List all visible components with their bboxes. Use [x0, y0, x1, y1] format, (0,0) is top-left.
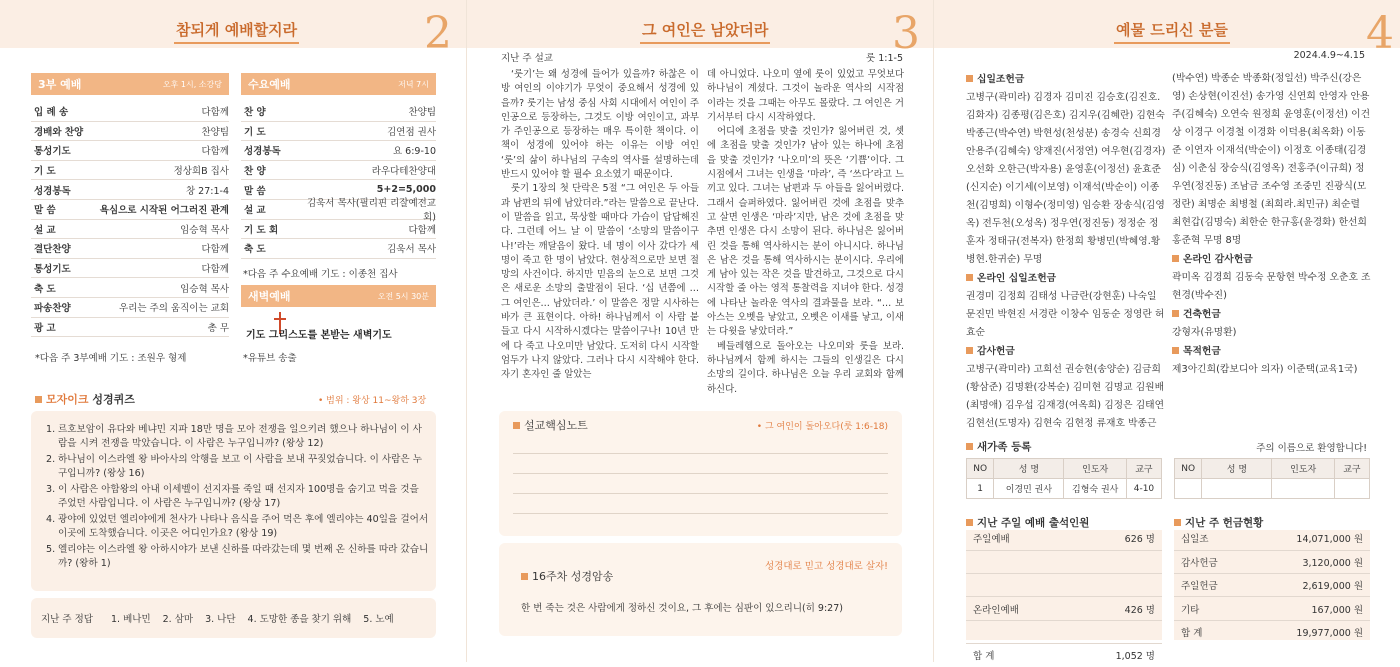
summary-value — [1070, 620, 1162, 643]
offering-list-left — [966, 70, 1166, 433]
order-value: 총 무 — [207, 322, 229, 334]
order-label: 성경봉독 — [244, 146, 281, 158]
order-row — [31, 239, 229, 259]
order-label: 찬 양 — [244, 166, 266, 178]
order-row — [31, 122, 229, 142]
verse-title — [521, 568, 613, 584]
wed-title: 수요예배 — [248, 78, 291, 91]
summary-row — [966, 597, 1162, 620]
order-value: 요 6:9-10 — [392, 146, 436, 158]
answer-item: 2. 삼마 — [162, 614, 194, 625]
square-icon — [1172, 347, 1179, 354]
summary-value: 426 명 — [1070, 597, 1162, 620]
page-4 — [933, 0, 1400, 662]
sermon-paragraph: 어디에 초점을 맞출 것인가? 잃어버린 것, 셋에 초점을 맞출 것인가? 남아 있는 하나에 초점을 맞출 것인가? ‘나오미’의 뜻은 ‘기쁨’이다. 그 시점에서 그녀는 인생을 ‘마라’, 즉 ‘쓰다’라고 느끼고 있다. 그녀는 남편과 두 아들을 잃어버렸다. 그래서 슬퍼하였다. 잃어버린 것에 초점을 맞추고 살면 인생은 ‘마라’지만, 남은 것에 초점을 맞추면 인생은 다시 소망이 된다. 하나님은 잃어버린 것을 통해 역사하시는 분이 아니시다. 하나님은 남은 것을 통해 역사하시는 분이시다. 우리에게 남아 있는 작은 것을 발견하고, 그것으로 다시 시작할 줄 아는 영적 통찰력을 지녀야 한다. 성경에 나타난 놀라운 역사의 결과물을 보라. “… 보아스는 오벳을 낳았고, 오벳은 이새를 낳고, 이새는 다윗을 낳았더라.” — [707, 126, 904, 338]
order-row — [31, 102, 229, 122]
order-row — [31, 141, 229, 161]
order-label: 성경봉독 — [34, 185, 71, 197]
order-value: 우리는 주의 움직이는 교회 — [118, 303, 229, 315]
order-value: 김연점 권사 — [387, 126, 436, 138]
order-row — [31, 278, 229, 298]
order-row — [31, 180, 229, 200]
summary-label — [966, 574, 1070, 597]
answer-item: 1. 베나민 — [111, 614, 151, 625]
quiz-number: 2. — [46, 454, 56, 465]
offering-category — [966, 71, 1166, 89]
order-value: 욕심으로 시작된 어그러진 관계 — [99, 205, 229, 217]
offering-category-text: 건축헌금 — [1183, 309, 1221, 320]
offering-category-text: 온라인 십일조헌금 — [977, 273, 1057, 284]
order-row — [31, 200, 229, 220]
order-label: 입 례 송 — [34, 107, 69, 119]
offering-names: 권경미 김정희 김태성 나금란(강현훈) 나숙일 문진민 박현진 서경란 이창수 임동순 정영란 허효순 — [966, 291, 1165, 338]
order-label: 설 교 — [34, 224, 56, 236]
quiz-text: 르호보암이 유다와 베냐민 지파 18만 명을 모아 전쟁을 일으키려 했으나 하나님이 이 사람을 시켜 전쟁을 막았습니다. 이 사람은 누구입니까? (왕상 12) — [58, 424, 422, 449]
answer-item: 4. 도망한 종을 찾기 위해 — [247, 614, 352, 625]
quiz-number: 5. — [46, 544, 56, 555]
summary-value: 626 명 — [1070, 527, 1162, 550]
square-icon — [966, 519, 973, 526]
sermon-label: 지난 주 설교 — [501, 53, 553, 64]
verse-title-text: 16주차 성경암송 — [532, 570, 614, 583]
summary-value: 167,000 원 — [1250, 597, 1370, 620]
quiz-item — [46, 453, 430, 481]
answers-label: 지난 주 정답 — [41, 614, 93, 625]
quiz-text: 이 사람은 아합왕의 아내 이세벨이 선지자를 죽일 때 선지자 100명을 숨기고 먹을 것을 주었던 사람입니다. 이 사람은 누구입니까? (왕상 17) — [58, 484, 419, 509]
order-value: 창 27:1-4 — [185, 185, 229, 197]
newfam-header-cell: 인도자 — [1064, 459, 1126, 479]
newfam-header-row — [967, 459, 1162, 479]
square-icon — [966, 75, 973, 82]
newfam-cell: 김형숙 권사 — [1064, 479, 1126, 499]
order-value: 5+2=5,000 — [376, 184, 436, 196]
order-value: 찬양팀 — [201, 126, 229, 138]
newfam-welcome: 주의 이름으로 환영합니다! — [1256, 443, 1367, 454]
order-row — [31, 259, 229, 279]
summary-row — [966, 643, 1162, 666]
newfam-heading — [966, 439, 1031, 454]
order-label: 결단찬양 — [34, 244, 71, 256]
quiz-item — [46, 483, 430, 511]
offering-names: 강형자(유명환) — [1172, 327, 1237, 338]
newfam-table-right — [1174, 458, 1370, 499]
order-value: 다함께 — [201, 107, 229, 119]
quiz-number: 3. — [46, 484, 56, 495]
page-number: 4 — [1366, 8, 1394, 59]
summary-value: 1,052 명 — [1115, 651, 1155, 663]
wed-time: 저녁 7시 — [398, 79, 429, 89]
summary-row — [1174, 527, 1370, 550]
answer-item: 3. 나단 — [205, 614, 236, 625]
summary-label: 주일헌금 — [1174, 574, 1250, 597]
note-line — [513, 473, 888, 474]
offering-category — [1172, 251, 1372, 269]
order-value: 다함께 — [408, 224, 436, 236]
quiz-number: 1. — [46, 424, 56, 435]
summary-row — [1174, 597, 1370, 620]
order-row — [241, 239, 436, 259]
quiz-list — [46, 423, 430, 573]
note-line — [513, 493, 888, 494]
service3-note: *다음 주 3부예배 기도 : 조원우 형제 — [35, 353, 187, 364]
square-icon — [966, 274, 973, 281]
page-title: 그 여인은 남았더라 — [640, 19, 770, 44]
notes-title — [513, 417, 588, 433]
quiz-brand: 모자이크 — [46, 393, 89, 406]
order-label: 파송찬양 — [34, 303, 71, 315]
order-row — [241, 141, 436, 161]
wed-note: *다음 주 수요예배 기도 : 이종천 집사 — [243, 269, 398, 280]
offering-category-text: 온라인 감사헌금 — [1183, 254, 1253, 265]
order-value: 다함께 — [201, 146, 229, 158]
page-2 — [0, 0, 466, 662]
newfam-header-cell: 성 명 — [1202, 459, 1272, 479]
order-value: 김욱서 목사(필리핀 리잘예전교회) — [306, 198, 436, 224]
newfam-row — [1175, 479, 1370, 499]
square-icon — [966, 443, 973, 450]
order-label: 기 도 — [34, 166, 56, 178]
offering-category — [1172, 343, 1372, 361]
order-row — [241, 161, 436, 181]
offering-category — [966, 270, 1166, 288]
order-label: 광 고 — [34, 322, 56, 334]
order-label: 축 도 — [34, 283, 56, 295]
offering-names: (박수연) 박종순 박종화(정일선) 박주신(강은영) 손상현(이진선) 송가영 신연희 안영자 안용주(김혜숙) 오연숙 원정희 윤영훈(이정선) 이건상 이경구 이경철 이경화 이덕용(최옥화) 이동준 이연자 이재석(박순이) 이정호 이종태(김경심) 이춘심 장승식(김영옥) 전홍주(이규희) 정우연(정진동) 조남금 조수영 조중민 진광식(모정란) 최명순 최병철 (최희라.최민규) 최순렬 최현갑(김명숙) 최한순 한규홍(윤경화) 한선희 홍준혁 무명 8명 — [1172, 73, 1371, 246]
newfam-row — [967, 479, 1162, 499]
dawn-header — [241, 285, 436, 307]
newfam-cell — [1272, 479, 1334, 499]
offering-category-text: 십일조헌금 — [977, 74, 1025, 85]
square-icon — [521, 573, 528, 580]
summary-value: 19,977,000 원 — [1296, 628, 1363, 640]
sermon-paragraph: 베들레헴으로 돌아오는 나오미와 룻을 보라. 하나님께서 함께 하시는 그들의 인생길은 다시 소망의 길이다. 하나님은 오늘 우리 교회와 함께 하신다. — [707, 340, 904, 395]
order-value: 임승혁 목사 — [180, 283, 229, 295]
square-icon — [966, 347, 973, 354]
notes-box — [499, 411, 902, 536]
quiz-text: 엘리야는 이스라엘 왕 아하시야가 보낸 신하를 따라갔는데 몇 번째 온 신하를 따라 갔습니까? (왕하 1) — [58, 544, 429, 569]
offering-category-text: 감사헌금 — [977, 346, 1015, 357]
order-label: 경배와 찬양 — [34, 126, 84, 138]
newfam-header-cell: 교구 — [1126, 459, 1161, 479]
quiz-item — [46, 513, 430, 541]
order-label: 말 씀 — [244, 185, 266, 197]
order-label: 설 교 — [244, 205, 266, 217]
quiz-number: 4. — [46, 514, 56, 525]
order-value: 찬양팀 — [408, 107, 436, 119]
summary-label: 기타 — [1174, 597, 1250, 620]
newfam-header-cell: 교구 — [1334, 459, 1369, 479]
summary-label: 감사헌금 — [1174, 550, 1250, 573]
order-label: 통성기도 — [34, 264, 71, 276]
answers-box — [31, 598, 436, 638]
wed-header — [241, 73, 436, 95]
offering-status-table — [1174, 527, 1370, 643]
page-title: 예물 드리신 분들 — [1114, 19, 1230, 44]
order-row — [241, 102, 436, 122]
order-label: 축 도 — [244, 244, 266, 256]
dawn-note: *유튜브 송출 — [243, 353, 297, 364]
order-value: 김욱서 목사 — [387, 244, 436, 256]
page-title: 참되게 예배할지라 — [174, 19, 299, 44]
summary-value — [1070, 574, 1162, 597]
offering-list-right — [1172, 70, 1372, 379]
page-3 — [466, 0, 933, 662]
quiz-heading — [35, 391, 135, 407]
newfam-title: 새가족 등록 — [977, 441, 1032, 453]
order-value: 임승혁 목사 — [180, 224, 229, 236]
notes-hint: • 그 여인이 돌아오다(룻 1:6-18) — [756, 422, 888, 432]
sermon-paragraph: ‘룻기’는 왜 성경에 들어가 있을까? 하찮은 이방 여인의 이야기가 무엇이 중요해서 성경에 있을까? 룻기는 남성 중심 사회 시대에서 여인이 주인공으로 등장하는, 그것도 이방 여인이고, 과부가 주인공으로 등장하는 매우 특이한 책이다. 이 책이 성경에 있어야 하는 이유는 이방 여인 ‘룻’의 삶이 하나님의 구속의 역사를 설명하는데 반드시 있어야 할 필수 요소였기 때문이다. — [501, 69, 699, 181]
order-row — [31, 318, 229, 338]
dawn-logo-text: 기도 그리스도를 본받는 새벽기도 — [246, 330, 392, 341]
sermon-ref: 룻 1:1-5 — [866, 53, 903, 64]
square-icon — [1172, 310, 1179, 317]
verse-hint: 성경대로 믿고 성경대로 살자! — [765, 561, 888, 572]
order-value: 다함께 — [201, 264, 229, 276]
quiz-range: • 범위 : 왕상 11~왕하 3장 — [318, 396, 427, 406]
order-label: 기 도 회 — [244, 224, 279, 236]
summary-label: 십일조 — [1174, 527, 1250, 550]
order-label: 기 도 — [244, 126, 266, 138]
verse-text: 한 번 죽는 것은 사람에게 정하신 것이요, 그 후에는 심판이 있으리니(히 9:27) — [521, 603, 843, 614]
page-number: 2 — [424, 8, 452, 59]
summary-row — [1174, 574, 1370, 597]
order-label: 찬 양 — [244, 107, 266, 119]
summary-row — [966, 550, 1162, 573]
square-icon — [1174, 519, 1181, 526]
offering-category-text: 목적헌금 — [1183, 346, 1221, 357]
quiz-text: 하나님이 이스라엘 왕 바아사의 악행을 보고 이 사람을 보내 꾸짖었습니다. 이 사람은 누구입니까? (왕상 16) — [58, 454, 423, 479]
newfam-cell: 이경민 권사 — [994, 479, 1064, 499]
dawn-title: 새벽예배 — [248, 290, 291, 303]
summary-label: 합 계 — [1181, 628, 1203, 640]
order-row — [31, 161, 229, 181]
summary-row — [966, 574, 1162, 597]
summary-row — [1174, 550, 1370, 573]
quiz-text: 광야에 있었던 엘리야에게 천사가 나타나 음식을 주어 먹은 후에 엘리야는 40일을 걸어서 이곳에 도착했습니다. 이곳은 어디인가요? (왕상 19) — [58, 514, 429, 539]
summary-value: 14,071,000 원 — [1250, 527, 1370, 550]
newfam-cell: 1 — [967, 479, 994, 499]
summary-label — [966, 550, 1070, 573]
square-icon — [1172, 255, 1179, 262]
dawn-logo — [246, 312, 436, 342]
order-value: 다함께 — [201, 244, 229, 256]
sermon-column-2 — [707, 68, 904, 397]
order-label: 통성기도 — [34, 146, 71, 158]
offering-status-title: 지난 주 헌금현황 — [1185, 517, 1264, 529]
newfam-header-row — [1175, 459, 1370, 479]
service3-header — [31, 73, 229, 95]
newfam-cell: 4-10 — [1126, 479, 1161, 499]
dawn-time: 오전 5시 30분 — [377, 291, 429, 301]
order-row — [241, 220, 436, 240]
notes-title-text: 설교핵심노트 — [524, 419, 588, 432]
quiz-title: 성경퀴즈 — [92, 393, 135, 406]
order-row — [31, 298, 229, 318]
newfam-cell — [1175, 479, 1202, 499]
sermon-paragraph: 룻기 1장의 첫 단락은 5절 “그 여인은 두 아들과 남편의 뒤에 남았더라.”라는 말씀으로 끝난다. 이 말씀을 읽고, 묵상할 때마다 가슴이 답답해진다. 그런데 어느 날 이 말씀이 ‘소망의 말씀이구나!’라는 깨달음이 왔다. 네 명이 이사 갔다가 세 명이 죽고 한 명이 남았다. 현상적으로만 보면 절망의 사건이다. 하지만 믿음의 눈으로 보면 그것은 새로운 소망의 출발점이 된다. ‘십 년쯤에 …그 여인은… 남았더라.’ 이 말씀은 정말 시사하는 바가 큰 표현이다. 아하! 하나님께서 이 사람 붙들고 다시 시작하시겠다는 말씀이구나! 10년 만에 다 죽고 나오미만 남았다. 도저히 다시 시작할 엄두가 나지 않았다. 그러나 다시 시작해야 한다. 자기 혼자인 줄 알았는 — [501, 183, 699, 381]
page-number: 3 — [892, 8, 920, 59]
order-value: 라우다테찬양대 — [371, 166, 436, 178]
newfam-cell — [1334, 479, 1369, 499]
attendance-table — [966, 527, 1162, 667]
square-icon — [513, 422, 520, 429]
summary-label: 온라인예배 — [966, 597, 1070, 620]
quiz-item — [46, 543, 430, 571]
offering-names: 고병구(곽미라) 김경자 김미진 김승호(김진호.김화자) 김종평(김은호) 김지우(김혜란) 김현숙 박종근(박수연) 박현성(천성분) 송경숙 신희경 안용주(김혜숙) 양재진(서정연) 여우현(김경자) 오선화 오한근(박자용) 윤영훈(이정선) 윤효준(신지순) 이기세(이보영) 이재석(박순이) 이종천(김명희) 이형수(정미영) 임승환 장송식(김영옥) 전두천(오성옥) 정우연(정진동) 정정순 정훈자 정태규(전복자) 한정희 황병민(박혜영.황병현.한귀순) 무명 — [966, 92, 1166, 265]
sermon-column-1 — [501, 68, 699, 383]
note-line — [513, 453, 888, 454]
quiz-item — [46, 423, 430, 451]
order-row — [241, 122, 436, 142]
service3-title: 3부 예배 — [38, 78, 82, 91]
summary-label: 주일예배 — [966, 527, 1070, 550]
service3-time: 오후 1시, 소강당 — [162, 79, 222, 89]
newfam-header-cell: 성 명 — [994, 459, 1064, 479]
summary-value: 2,619,000 원 — [1250, 574, 1370, 597]
order-value: 정상희B 집사 — [173, 166, 229, 178]
newfam-cell — [1202, 479, 1272, 499]
order-row — [31, 220, 229, 240]
newfam-header-cell: NO — [967, 459, 994, 479]
summary-row — [966, 620, 1162, 643]
summary-row — [1174, 620, 1370, 643]
sermon-paragraph: 데 아니었다. 나오미 옆에 룻이 있었고 무엇보다 하나님이 계셨다. 그것이 놀라운 역사의 시작점이라는 것을 그때는 아무도 몰랐다. 그 여인은 거기서부터 다시 시작하였다. — [707, 69, 904, 123]
summary-value — [1070, 550, 1162, 573]
summary-label — [966, 620, 1070, 643]
newfam-header-cell: 인도자 — [1272, 459, 1334, 479]
attendance-title: 지난 주일 예배 출석인원 — [977, 517, 1090, 529]
newfam-header-cell: NO — [1175, 459, 1202, 479]
offering-date: 2024.4.9~4.15 — [1293, 50, 1365, 61]
summary-label: 합 계 — [973, 651, 995, 663]
summary-row — [966, 527, 1162, 550]
square-icon — [35, 396, 42, 403]
order-row — [241, 198, 436, 224]
summary-value: 3,120,000 원 — [1250, 550, 1370, 573]
answers-list — [111, 611, 406, 625]
offering-names: 제3아긴희(캄보디아 의자) 이준택(교육1국) — [1172, 364, 1358, 375]
offering-category — [966, 343, 1166, 361]
note-line — [513, 513, 888, 514]
newfam-table-left — [966, 458, 1162, 499]
order-label: 말 씀 — [34, 205, 56, 217]
offering-category — [1172, 306, 1372, 324]
memory-box — [499, 543, 902, 636]
offering-names: 고병구(곽미라) 고희선 권승현(송양순) 김금희(황삼준) 김명환(강복순) 김미현 김명교 김원배(최명애) 김우섭 김재경(여옥희) 김정은 김태연 김현선(도명자) 김현숙 김현정 류재호 박종근 — [966, 364, 1165, 429]
offering-names: 곽미옥 김경희 김동숙 문항현 박수정 오춘호 조현경(박수진) — [1172, 272, 1371, 301]
answer-item: 5. 노예 — [363, 614, 394, 625]
